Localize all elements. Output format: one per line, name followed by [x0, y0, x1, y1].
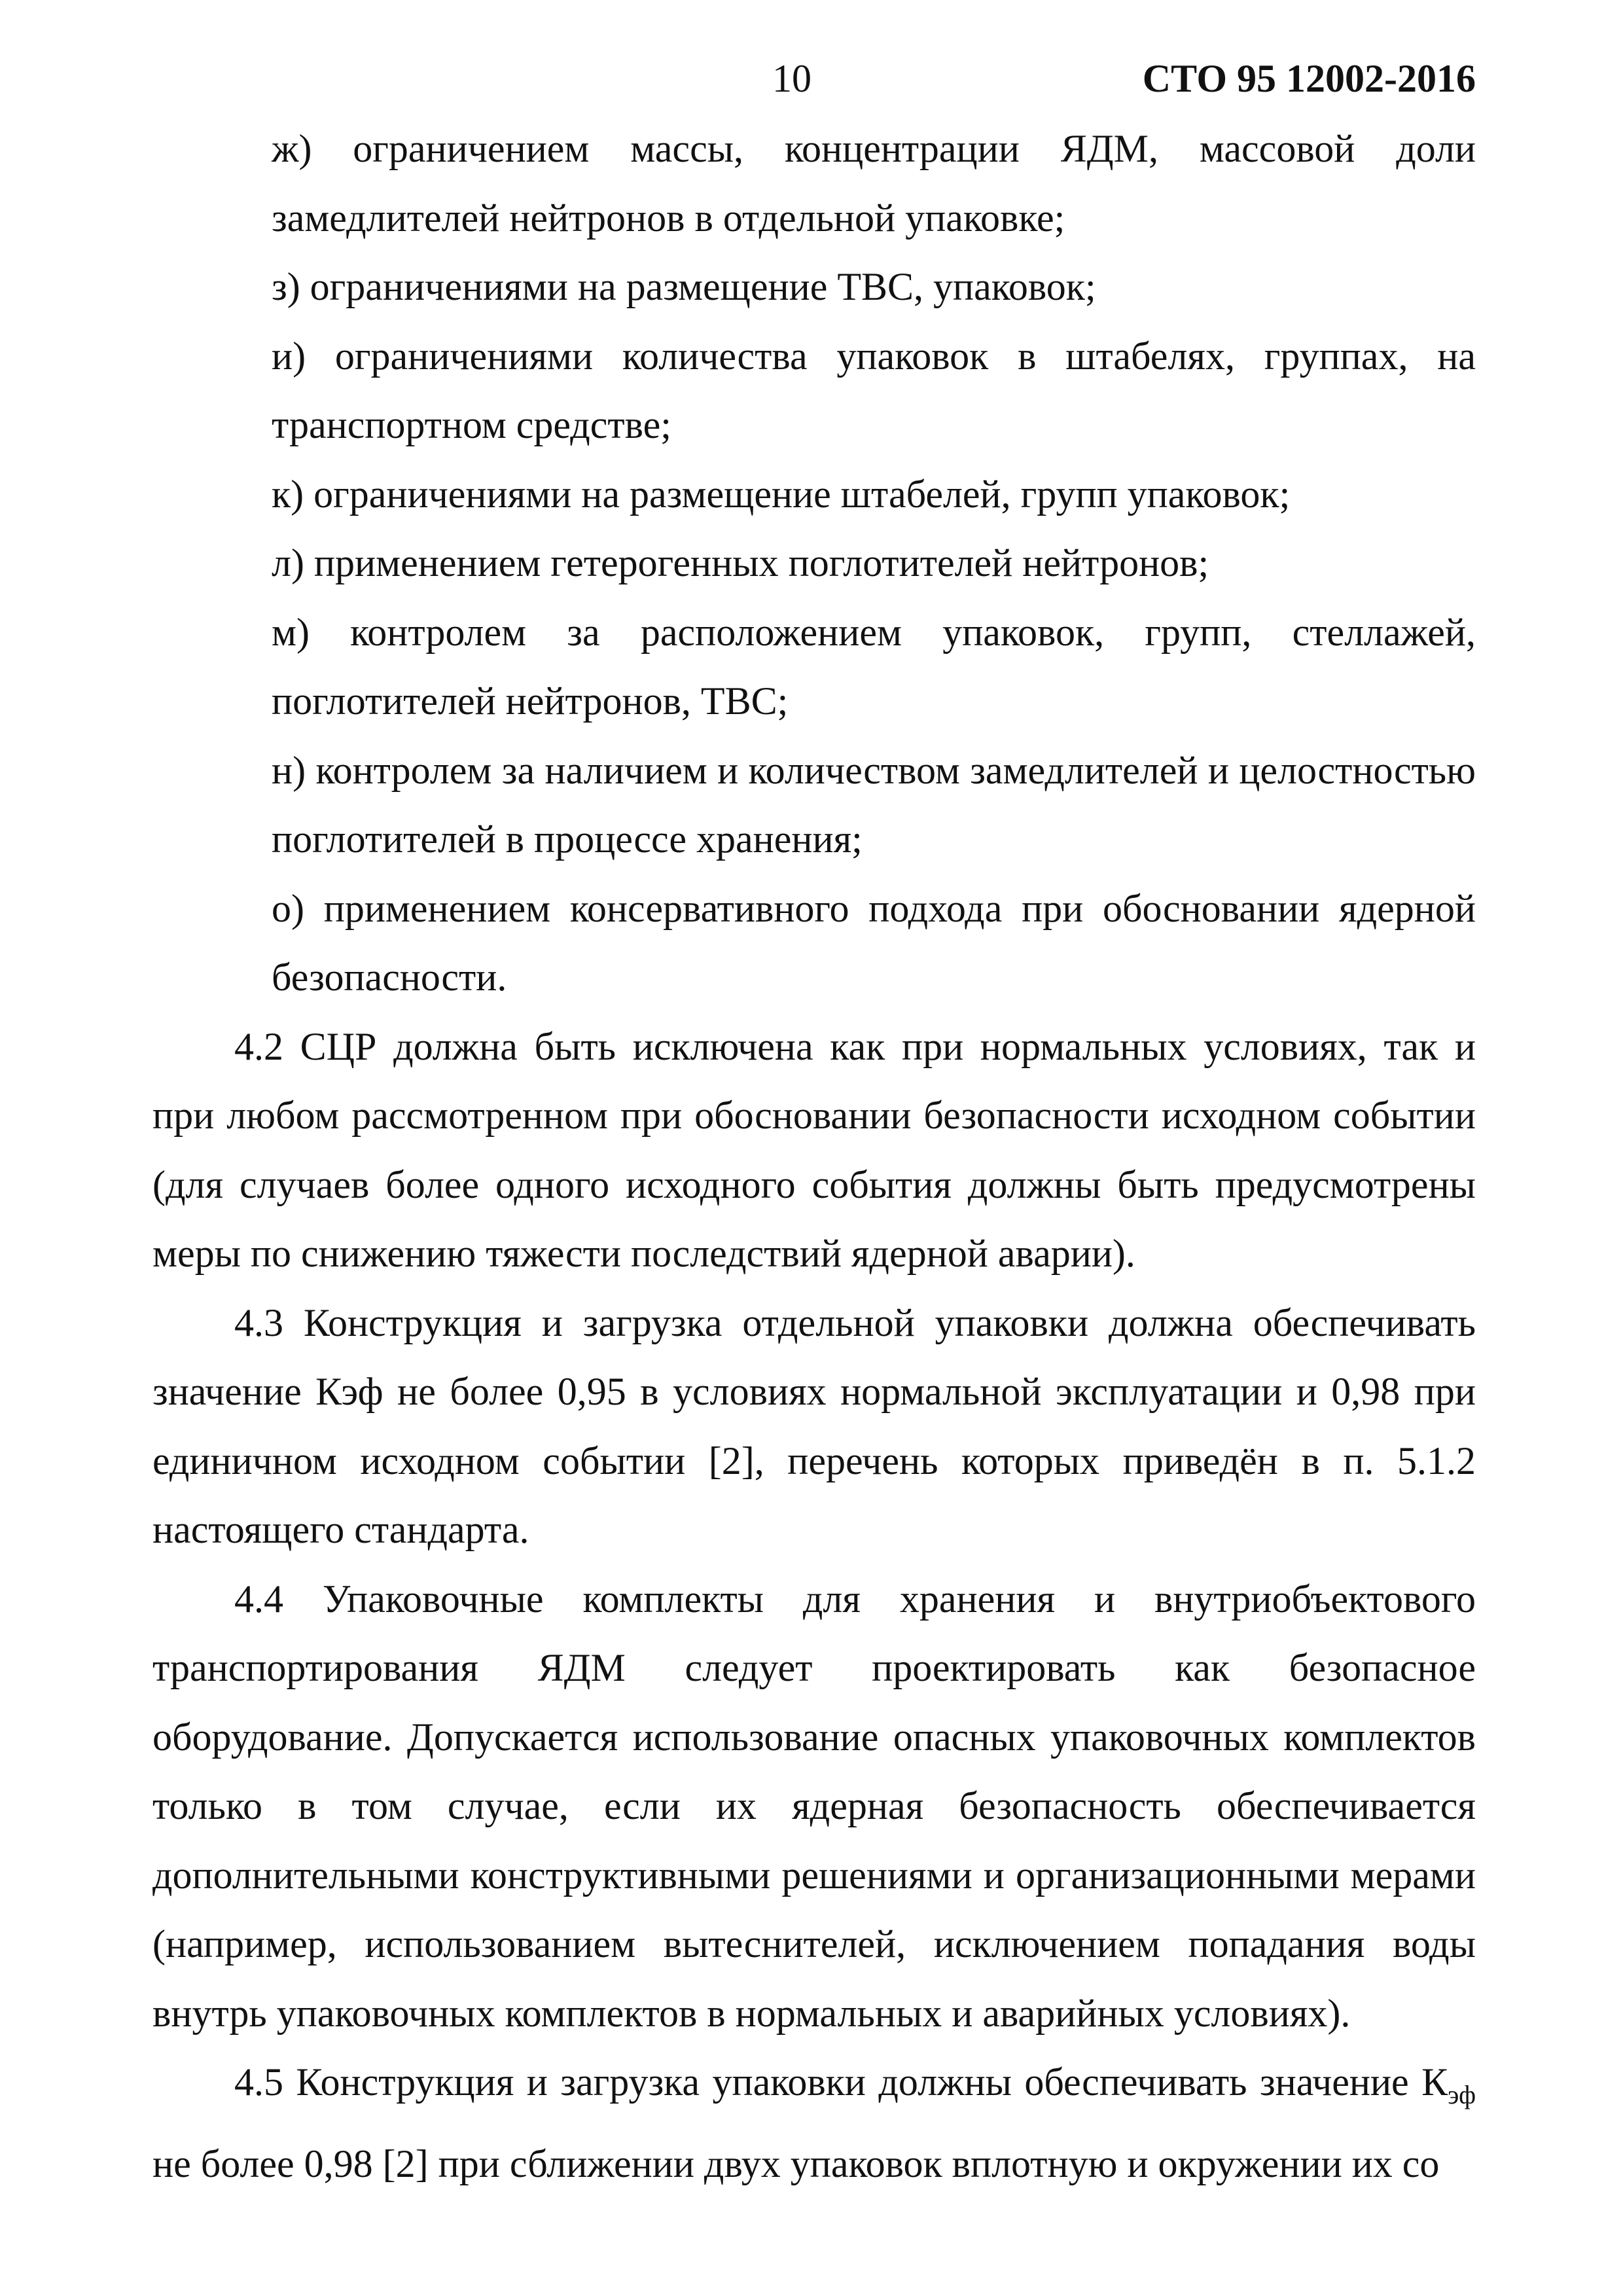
document-body — [0, 115, 1623, 2198]
paragraph-4-5-end: не более 0,98 [2] при сближении двух упаковок вплотную и окружении их со — [152, 2142, 1440, 2185]
list-item: н) контролем за наличием и количеством замедлителей и целостностью поглотителей в процессе хранения; — [272, 748, 1476, 861]
list-item: з) ограничениями на размещение ТВС, упаковок; — [272, 265, 1096, 308]
paragraph-4-2: 4.2 СЦР должна быть исключена как при нормальных условиях, так и при любом рассмотренном при обосновании безопасности исходном событии (для случаев более одного исходного события должны быть предусмотрены меры по снижению тяжести последствий ядерной аварии). — [152, 1024, 1476, 1275]
page-header — [0, 46, 1623, 111]
list-item: м) контролем за расположением упаковок, групп, стеллажей, поглотителей нейтронов, ТВС; — [272, 610, 1476, 723]
list-item: л) применением гетерогенных поглотителей нейтронов; — [272, 541, 1209, 584]
document-code: СТО 95 12002-2016 — [1142, 57, 1476, 100]
list-item: и) ограничениями количества упаковок в штабелях, группах, на транспортном средстве; — [272, 334, 1476, 446]
list-item: ж) ограничением массы, концентрации ЯДМ, массовой доли замедлителей нейтронов в отдельной упаковке; — [272, 127, 1476, 240]
paragraph-4-4: 4.4 Упаковочные комплекты для хранения и внутриобъектового транспортирования ЯДМ следует проектировать как безопасное оборудование. Допускается использование опасных упаковочных комплектов только в том случае, если их ядерная безопасность обеспечивается дополнительными конструктивными решениями и организационными мерами (например, использованием вытеснителей, исключением попадания воды внутрь упаковочных комплектов в нормальных и аварийных условиях). — [152, 1577, 1476, 2035]
list-item: к) ограничениями на размещение штабелей, групп упаковок; — [272, 472, 1291, 516]
list-item: о) применением консервативного подхода при обосновании ядерной безопасности. — [272, 886, 1476, 999]
paragraph-4-5 — [152, 2048, 1476, 2198]
page-number: 10 — [772, 57, 812, 100]
k-eff-subscript: эф — [1448, 2080, 1476, 2109]
paragraph-4-3: 4.3 Конструкция и загрузка отдельной упаковки должна обеспечивать значение Кэф не более 0,95 в условиях нормальной эксплуатации и 0,98 при единичном исходном событии [2], перечень которых приведён в п. 5.1.2 настоящего стандарта. — [152, 1300, 1476, 1551]
paragraph-4-5-start: 4.5 Конструкция и загрузка упаковки должны обеспечивать значение К — [234, 2060, 1448, 2104]
